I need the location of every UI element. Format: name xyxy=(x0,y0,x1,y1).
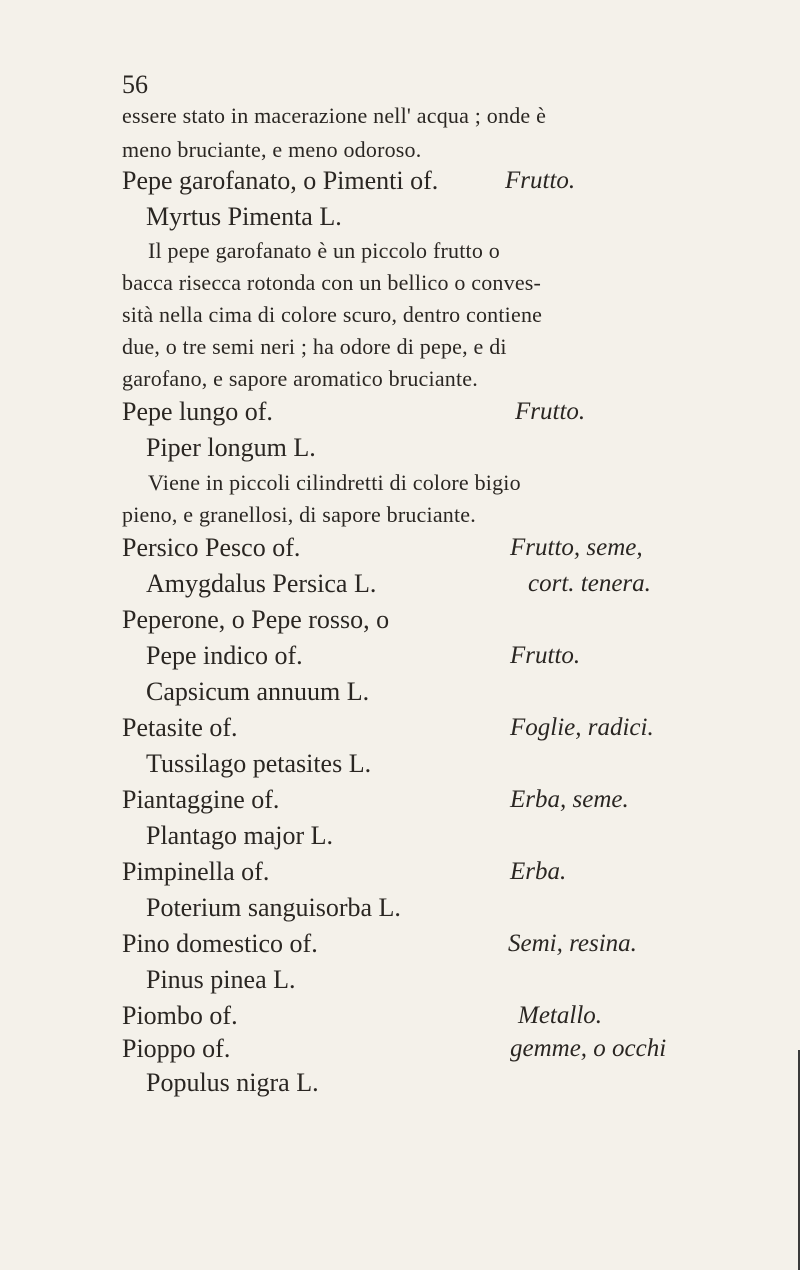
entry-latin: Piper longum L. xyxy=(146,433,316,462)
entry-latin: Tussilago petasites L. xyxy=(146,749,372,778)
entry-category: Erba, seme. xyxy=(510,786,629,813)
entry-latin: Myrtus Pimenta L. xyxy=(146,202,342,231)
entry-category: Frutto, seme, xyxy=(510,534,643,561)
entry-category: Foglie, radici. xyxy=(510,714,654,741)
entry-latin: Populus nigra L. xyxy=(146,1068,319,1097)
entry-head: Petasite of. xyxy=(122,713,238,742)
entry-latin: Poterium sanguisorba L. xyxy=(146,893,401,922)
entry-category: Frutto. xyxy=(515,398,586,425)
intro-line: essere stato in macerazione nell' acqua ; onde è xyxy=(122,103,547,128)
entry-latin: Pinus pinea L. xyxy=(146,965,296,994)
entry-head: Pepe garofanato, o Pimenti of. xyxy=(122,166,439,195)
entry-head: Pino domestico of. xyxy=(122,929,318,958)
entry-category: gemme, o occhi xyxy=(510,1035,667,1062)
entry-head: Pepe lungo of. xyxy=(122,397,273,426)
entry-category: Metallo. xyxy=(518,1002,603,1029)
entry-description-line: pieno, e granellosi, di sapore bruciante. xyxy=(122,502,476,527)
entry-head: Pioppo of. xyxy=(122,1034,231,1063)
entry-category: Frutto. xyxy=(510,642,581,669)
entry-alt-name: Pepe indico of. xyxy=(146,641,303,670)
entry-category: Frutto. xyxy=(505,167,576,194)
entry-head: Peperone, o Pepe rosso, o xyxy=(122,605,390,634)
entry-head: Pimpinella of. xyxy=(122,857,270,886)
entry-latin: Amygdalus Persica L. xyxy=(146,569,377,598)
entry-head: Piombo of. xyxy=(122,1001,238,1030)
entry-latin: Plantago major L. xyxy=(146,821,334,850)
entry-description-line: sità nella cima di colore scuro, dentro contiene xyxy=(122,302,543,327)
page-number: 56 xyxy=(122,70,148,99)
entry-latin: Capsicum annuum L. xyxy=(146,677,370,706)
entry-category: Semi, resina. xyxy=(508,930,637,957)
entry-description-line: due, o tre semi neri ; ha odore di pepe, e di xyxy=(122,334,507,359)
entry-head: Persico Pesco of. xyxy=(122,533,301,562)
entry-description-line: bacca risecca rotonda con un bellico o conves- xyxy=(122,270,542,295)
entry-description-line: Il pepe garofanato è un piccolo frutto o xyxy=(148,238,500,263)
entry-category: Erba. xyxy=(510,858,567,885)
entry-description-line: garofano, e sapore aromatico bruciante. xyxy=(122,366,478,391)
entry-description-line: Viene in piccoli cilindretti di colore bigio xyxy=(148,470,521,495)
intro-line: meno bruciante, e meno odoroso. xyxy=(122,137,422,162)
entry-category-continued: cort. tenera. xyxy=(528,570,651,597)
entry-head: Piantaggine of. xyxy=(122,785,280,814)
